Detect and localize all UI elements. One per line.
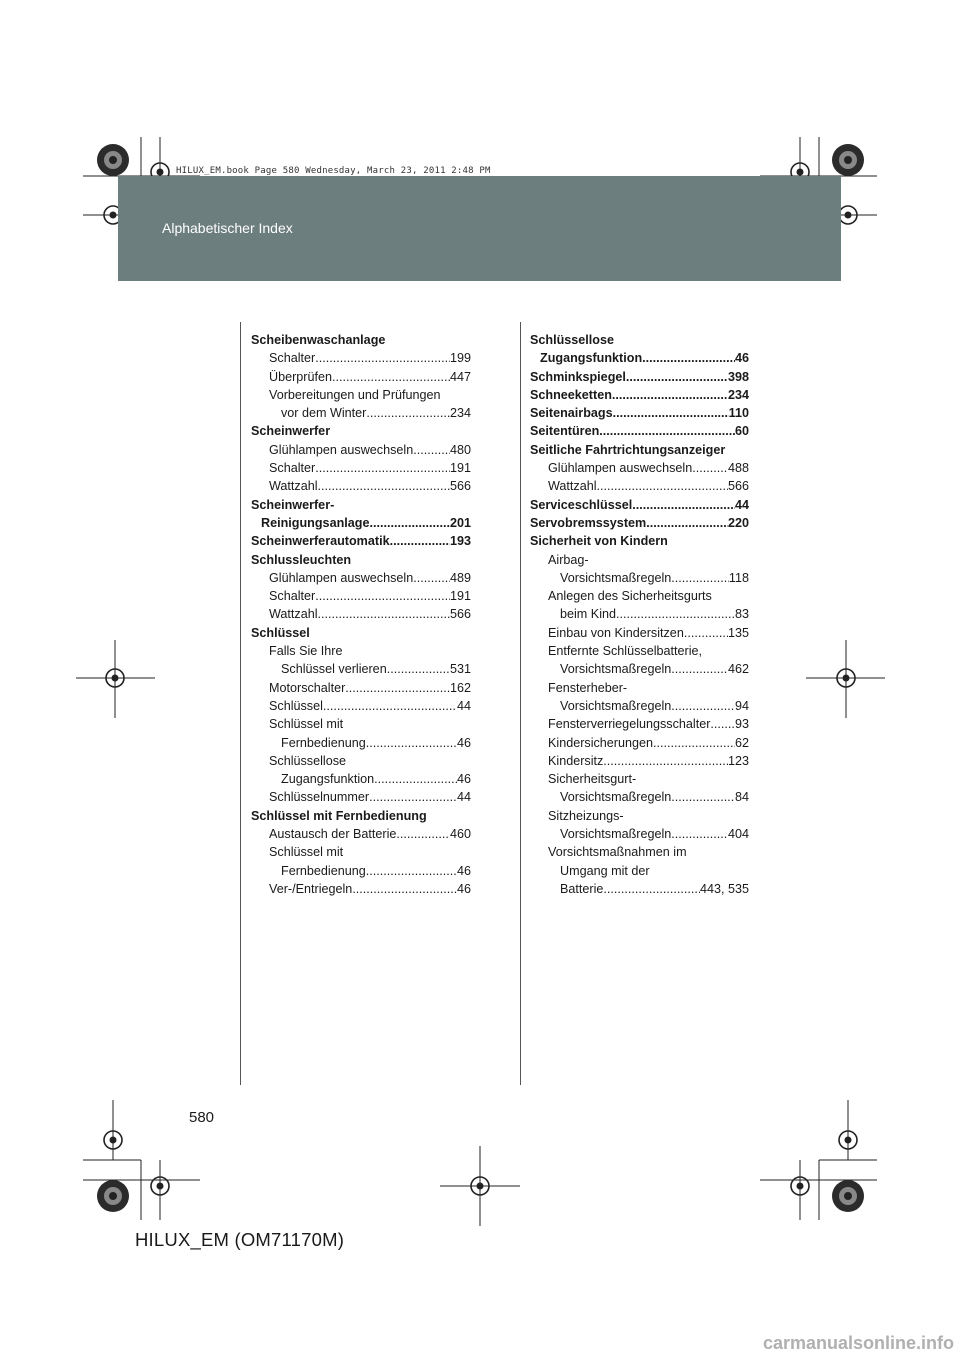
index-term: Sicherheitsgurt-	[548, 772, 637, 787]
index-term: Falls Sie Ihre	[269, 644, 343, 659]
index-term: Vorsichtsmaßregeln	[560, 790, 672, 805]
leader-dots	[366, 734, 457, 752]
index-entry	[530, 496, 749, 514]
index-entry	[251, 587, 471, 605]
index-entry	[530, 752, 749, 770]
index-term: Fensterheber-	[548, 680, 628, 695]
index-term: Vorsichtsmaßnahmen im	[548, 845, 687, 860]
index-term: Schalter	[269, 589, 316, 604]
page-reference: 44	[734, 497, 749, 512]
index-entry	[530, 715, 749, 733]
index-entry	[530, 386, 749, 404]
book-stamp: HILUX_EM.book Page 580 Wednesday, March 23, 2011 2:48 PM	[176, 166, 491, 176]
page-reference: 220	[727, 515, 749, 530]
index-term: Vorsichtsmaßregeln	[560, 662, 672, 677]
page-reference: 46	[456, 881, 471, 896]
leader-dots	[671, 569, 729, 587]
leader-dots	[318, 605, 450, 623]
index-entry	[530, 642, 749, 679]
index-term: Scheinwerfer-	[251, 497, 335, 512]
index-entry	[530, 587, 749, 624]
page-reference: 60	[734, 424, 749, 439]
leader-dots	[632, 496, 735, 514]
index-entry	[251, 752, 471, 789]
page-reference: 480	[449, 442, 471, 457]
index-term: Seitliche Fahrtrichtungsanzeiger	[530, 442, 726, 457]
index-term: Vorsichtsmaßregeln	[560, 570, 672, 585]
index-term: Schalter	[269, 461, 316, 476]
index-entry	[530, 843, 749, 898]
index-term: Schlüssel	[269, 698, 323, 713]
leader-dots	[352, 880, 457, 898]
index-entry	[251, 422, 471, 440]
index-term: Motorschalter	[269, 680, 346, 695]
index-term: Airbag-	[548, 552, 589, 567]
header-band	[118, 176, 841, 281]
leader-dots	[396, 825, 450, 843]
index-term: vor dem Winter	[281, 406, 367, 421]
leader-dots	[642, 349, 735, 367]
index-term: Kindersicherungen	[548, 735, 654, 750]
index-entry	[251, 496, 471, 533]
index-entry	[251, 825, 471, 843]
index-term: Scheinwerferautomatik	[251, 534, 390, 549]
page-reference: 488	[727, 461, 749, 476]
index-entry	[251, 368, 471, 386]
page-reference: 118	[728, 570, 749, 585]
index-entry	[251, 331, 471, 349]
leader-dots	[345, 679, 450, 697]
index-term: Vorbereitungen und Prüfungen	[269, 387, 441, 402]
page-reference: 489	[449, 570, 471, 585]
leader-dots	[684, 624, 728, 642]
section-title: Alphabetischer Index	[162, 220, 293, 236]
leader-dots	[387, 660, 450, 678]
page-reference: 531	[449, 662, 471, 677]
index-entry	[530, 770, 749, 807]
index-term: Glühlampen auswechseln	[269, 442, 414, 457]
page-reference: 199	[449, 351, 471, 366]
index-entry	[530, 459, 749, 477]
page-reference: 462	[727, 662, 749, 677]
index-term: Schalter	[269, 351, 316, 366]
index-entry	[251, 715, 471, 752]
index-entry	[530, 551, 749, 588]
page-reference: 46	[456, 735, 471, 750]
index-entry	[251, 349, 471, 367]
page-reference: 447	[449, 369, 471, 384]
page-reference: 566	[727, 479, 749, 494]
leader-dots	[323, 697, 457, 715]
leader-dots	[653, 734, 735, 752]
leader-dots	[597, 477, 728, 495]
index-term: Zugangsfunktion	[281, 772, 375, 787]
leader-dots	[671, 660, 728, 678]
leader-dots	[374, 770, 457, 788]
index-term: Umgang mit der	[560, 863, 650, 878]
index-entry	[530, 368, 749, 386]
page-reference: 460	[449, 827, 471, 842]
leader-dots	[315, 459, 450, 477]
page-reference: 234	[449, 406, 471, 421]
index-entry	[251, 807, 471, 825]
page-reference: 93	[734, 717, 749, 732]
index-term: Schminkspiegel	[530, 369, 626, 384]
index-entry	[251, 551, 471, 569]
index-term: Glühlampen auswechseln	[269, 570, 414, 585]
page-reference: 46	[456, 772, 471, 787]
index-term: Fensterverriegelungsschalter	[548, 717, 711, 732]
index-term: Schlüssellose	[269, 753, 347, 768]
index-entry	[251, 679, 471, 697]
page-reference: 123	[727, 753, 749, 768]
index-entry	[251, 459, 471, 477]
index-term: Entfernte Schlüsselbatterie,	[548, 644, 703, 659]
leader-dots	[599, 422, 735, 440]
page-reference: 46	[734, 351, 749, 366]
index-term: Wattzahl	[269, 479, 318, 494]
leader-dots	[612, 386, 728, 404]
index-term: Vorsichtsmaßregeln	[560, 698, 672, 713]
watermark: carmanualsonline.info	[762, 1333, 954, 1353]
index-term: Scheinwerfer	[251, 424, 331, 439]
index-term: Wattzahl	[548, 479, 597, 494]
leader-dots	[413, 569, 450, 587]
leader-dots	[413, 441, 450, 459]
leader-dots	[671, 788, 735, 806]
page-reference: 191	[449, 461, 471, 476]
page-reference: 84	[734, 790, 749, 805]
page-reference: 44	[456, 698, 471, 713]
leader-dots	[315, 349, 450, 367]
page-reference: 94	[734, 698, 749, 713]
page-reference: 135	[727, 625, 749, 640]
index-term: Schlussleuchten	[251, 552, 352, 567]
leader-dots	[369, 788, 457, 806]
column-rule-middle	[520, 322, 521, 1085]
index-term: Servobremssystem	[530, 515, 647, 530]
index-term: Einbau von Kindersitzen	[548, 625, 684, 640]
index-entry	[530, 441, 749, 459]
index-term: Sicherheit von Kindern	[530, 534, 668, 549]
column-rule-left	[240, 322, 241, 1085]
index-entry	[251, 697, 471, 715]
index-term: Anlegen des Sicherheitsgurts	[548, 589, 712, 604]
index-entry	[530, 514, 749, 532]
index-term: Fernbedienung	[281, 735, 366, 750]
index-entry	[530, 624, 749, 642]
leader-dots	[613, 404, 729, 422]
index-term: Scheibenwaschanlage	[251, 333, 386, 347]
leader-dots	[390, 532, 450, 550]
page-reference: 566	[449, 607, 471, 622]
index-term: Fernbedienung	[281, 863, 366, 878]
index-entry	[530, 734, 749, 752]
index-entry	[530, 422, 749, 440]
document-code: HILUX_EM (OM71170M)	[135, 1229, 345, 1250]
index-term: Glühlampen auswechseln	[548, 461, 693, 476]
leader-dots	[710, 715, 735, 733]
index-entry	[251, 788, 471, 806]
index-term: Schlüssel mit	[269, 717, 344, 732]
index-entry	[251, 642, 471, 679]
leader-dots	[315, 587, 450, 605]
index-term: Wattzahl	[269, 607, 318, 622]
index-entry	[530, 331, 749, 368]
index-entry	[251, 569, 471, 587]
index-term: Seitentüren	[530, 424, 600, 439]
leader-dots	[692, 459, 728, 477]
page-reference: 566	[449, 479, 471, 494]
index-term: beim Kind	[560, 607, 617, 622]
index-entry	[530, 532, 749, 550]
leader-dots	[626, 368, 728, 386]
index-term: Zugangsfunktion	[540, 351, 643, 366]
leader-dots	[671, 825, 728, 843]
leader-dots	[616, 605, 735, 623]
index-term: Ver-/Entriegeln	[269, 881, 353, 896]
index-term: Reinigungsanlage	[261, 515, 370, 530]
page-reference: 443, 535	[699, 881, 749, 896]
page-reference: 44	[456, 790, 471, 805]
index-column-left	[251, 331, 471, 898]
index-entry	[530, 807, 749, 844]
index-entry	[251, 386, 471, 423]
page-reference: 110	[728, 406, 749, 421]
index-term: Schlüssel mit	[269, 845, 344, 860]
page-reference: 83	[734, 607, 749, 622]
page-reference: 404	[727, 827, 749, 842]
index-term: Überprüfen	[269, 369, 333, 384]
index-term: Schlüssel mit Fernbedienung	[251, 808, 427, 823]
index-term: Seitenairbags	[530, 406, 613, 421]
index-term: Schlüssel verlieren	[281, 662, 387, 677]
index-term: Batterie	[560, 881, 604, 896]
index-term: Schlüsselnummer	[269, 790, 370, 805]
leader-dots	[671, 697, 735, 715]
page-reference: 62	[734, 735, 749, 750]
leader-dots	[369, 514, 450, 532]
page-reference: 191	[449, 589, 471, 604]
index-term: Schlüssel	[251, 625, 310, 640]
page-reference: 234	[727, 387, 749, 402]
leader-dots	[366, 862, 457, 880]
leader-dots	[603, 880, 700, 898]
index-entry	[251, 605, 471, 623]
leader-dots	[318, 477, 450, 495]
page-reference: 201	[449, 515, 471, 530]
page-reference: 46	[456, 863, 471, 878]
index-entry	[251, 624, 471, 642]
leader-dots	[603, 752, 728, 770]
leader-dots	[366, 404, 450, 422]
index-term: Serviceschlüssel	[530, 497, 633, 512]
page-reference: 162	[449, 680, 471, 695]
leader-dots	[332, 368, 450, 386]
index-entry	[251, 477, 471, 495]
index-entry	[530, 404, 749, 422]
index-term: Austausch der Batterie	[269, 827, 397, 842]
index-entry	[251, 441, 471, 459]
index-entry	[251, 532, 471, 550]
index-entry	[251, 843, 471, 880]
page-reference: 193	[449, 534, 471, 549]
index-column-right	[530, 331, 749, 898]
leader-dots	[646, 514, 728, 532]
index-entry	[530, 477, 749, 495]
page-number: 580	[189, 1109, 215, 1126]
index-term: Vorsichtsmaßregeln	[560, 827, 672, 842]
index-term: Sitzheizungs-	[548, 808, 624, 823]
index-term: Kindersitz	[548, 753, 604, 768]
index-term: Schlüssellose	[530, 333, 614, 347]
index-term: Schneeketten	[530, 387, 612, 402]
page-reference: 398	[727, 369, 749, 384]
index-entry	[530, 679, 749, 716]
index-entry	[251, 880, 471, 898]
